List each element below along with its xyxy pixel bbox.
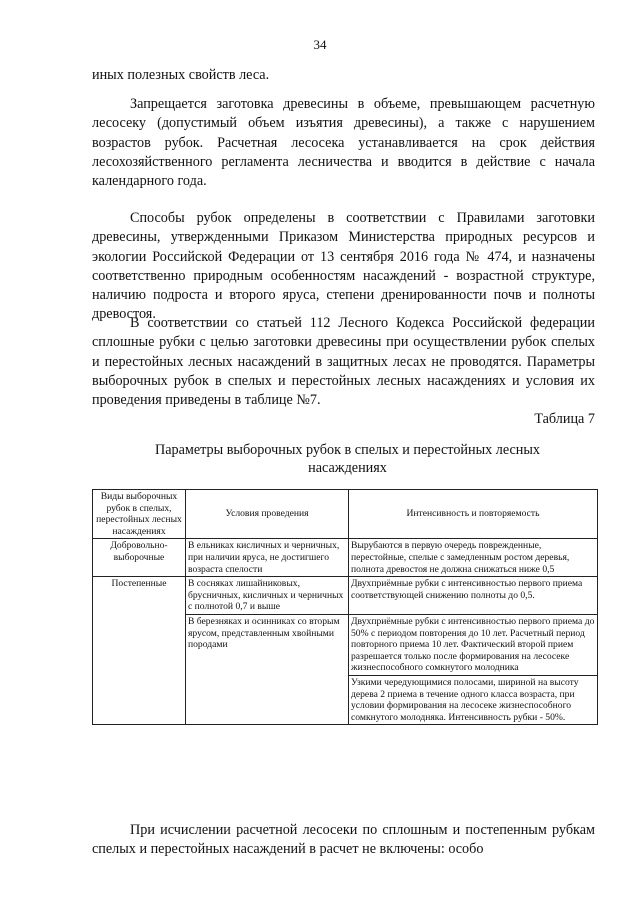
page-number: 34 bbox=[313, 37, 327, 52]
cell-voluntary-type: Добровольно-выборочные bbox=[93, 539, 186, 577]
cell-gradual-intensity-2: Двухприёмные рубки с интенсивностью первого приема до 50% с периодом повторения до 10 лет. Расчетный период повторного приема 10 лет. Фактический второй прием разрешается только после формирования на лесосеке жизнеспособного сомкнутого молодника bbox=[349, 614, 598, 675]
cell-gradual-intensity-1: Двухприёмные рубки с интенсивностью первого приема соответствующей снижению полноты до 0,5. bbox=[349, 577, 598, 615]
table-label: Таблица 7 bbox=[534, 411, 595, 427]
table-header-row bbox=[93, 490, 598, 539]
cell-gradual-type: Постепенные bbox=[93, 577, 186, 725]
header-cutting-type: Виды выборочных рубок в спелых, перестойных лесных насаждениях bbox=[93, 490, 186, 539]
header-intensity: Интенсивность и повторяемость bbox=[349, 490, 598, 539]
cell-voluntary-condition: В ельниках кисличных и черничных, при наличии яруса, не достигшего возраста спелости bbox=[186, 539, 349, 577]
paragraph-1: иных полезных свойств леса. bbox=[92, 67, 270, 83]
table-caption: Параметры выборочных рубок в спелых и перестойных лесных насаждениях bbox=[154, 442, 541, 476]
table-row bbox=[93, 577, 598, 615]
paragraph-5: При исчислении расчетной лесосеки по сплошным и постепенным рубкам спелых и перестойных насаждений в расчет не включены: особо bbox=[92, 822, 595, 858]
cell-voluntary-intensity: Вырубаются в первую очередь поврежденные, перестойные, спелые с замедленным ростом деревья, полнота древостоя не должна снижаться ниже 0,5 bbox=[349, 539, 598, 577]
table-row bbox=[93, 539, 598, 577]
cell-gradual-condition-1: В сосняках лишайниковых, брусничных, кисличных и черничных с полнотой 0,7 и выше bbox=[186, 577, 349, 615]
header-conditions: Условия проведения bbox=[186, 490, 349, 539]
cutting-parameters-table bbox=[92, 489, 598, 725]
cell-gradual-condition-2: В березняках и осинниках со вторым ярусом, представленным хвойными породами bbox=[186, 614, 349, 724]
paragraph-4: В соответствии со статьей 112 Лесного Кодекса Российской федерации сплошные рубки с целью заготовки древесины при осуществлении рубок спелых и перестойных лесных насаждений в защитных лесах не проводятся. Параметры выборочных рубок в спелых и перестойных лесных насаждениях и условия их проведения приведены в таблице №7. bbox=[92, 315, 595, 409]
paragraph-3: Способы рубок определены в соответствии с Правилами заготовки древесины, утвержденными Приказом Министерства природных ресурсов и экологии Российской Федерации от 13 сентября 2016 года № 474, и назначены соответственно природным особенностям насаждений - возрастной структуре, наличию подроста и второго яруса, степени дренированности почв и полноты древостоя. bbox=[92, 210, 595, 323]
paragraph-2: Запрещается заготовка древесины в объеме, превышающем расчетную лесосеку (допустимый объем изъятия древесины), а также с нарушением возрастов рубок. Расчетная лесосека устанавливается на срок действия лесохозяйственного регламента лесничества и вводится в действие с начала календарного года. bbox=[92, 96, 595, 190]
cell-gradual-intensity-3: Узкими чередующимися полосами, шириной на высоту дерева 2 приема в течение одного класса возраста, при условии формирования на лесосеке жизнеспособного сомкнутого молодняка. Интенсивность рубки - 50%. bbox=[349, 675, 598, 724]
